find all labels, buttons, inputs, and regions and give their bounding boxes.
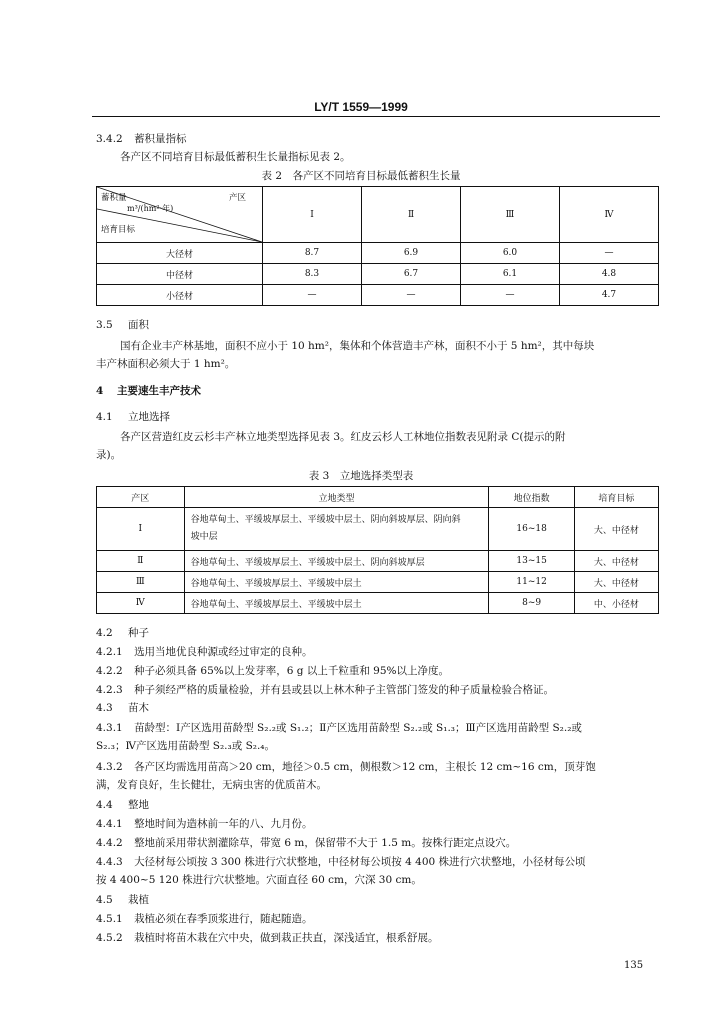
section-title: 栽植 [128,894,150,906]
cell: 6.0 [461,243,560,264]
row-label: 小径材 [97,285,263,306]
section-number: 3.4.2 [96,133,123,145]
cell-site: 谷地草甸土、平缓坡厚层土、平缓坡中层土、阴向斜坡厚层 [184,551,489,572]
clause-text: 整地时间为造林前一年的八、九月份。 [134,818,313,830]
cell: — [560,243,659,264]
section-title: 主要速生丰产技术 [116,385,201,397]
table-3-caption: 表 3 立地选择类型表 [308,470,414,482]
col-header-index: 地位指数 [489,487,574,508]
table-row [97,285,659,306]
section-4-4-heading [96,797,149,812]
section-3-5-heading [96,317,149,332]
cell-site-line: 坡中层 [190,532,218,542]
clause-4-2-3 [96,682,554,697]
section-title: 种子 [128,627,150,639]
cell: — [263,285,362,306]
cell: 8.3 [263,264,362,285]
section-number: 3.5 [96,319,113,331]
clause-4-2-1 [96,644,313,659]
clause-text: 苗龄型：Ⅰ产区选用苗龄型 S₂.₂或 S₁.₂；Ⅱ产区选用苗龄型 S₂.₂或 S₁.₃；Ⅲ产区选用苗龄型 S₂.₂或 [134,722,582,734]
cell-index: 11~12 [489,572,574,593]
paragraph-3-4-2: 各产区不同培育目标最低蓄积生长量指标见表 2。 [120,151,351,163]
clause-text: 大径材每公顷按 3 300 株进行穴状整地，中径材每公顷按 4 400 株进行穴状整地，小径材每公顷 [134,856,586,868]
cell-zone: Ⅲ [97,572,185,593]
table-row [97,572,659,593]
table-row [97,593,659,614]
clause-number: 4.2.1 [96,646,123,658]
col-header-target: 培育目标 [574,487,658,508]
chapter-4-heading [96,383,201,398]
section-3-4-2-heading [96,131,187,146]
col-header-site: 立地类型 [184,487,489,508]
table-3 [96,486,659,614]
clause-number: 4.2.3 [96,684,123,696]
clause-number: 4.4.3 [96,856,123,868]
clause-4-3-2-cont: 满，发育良好，生长健壮，无病虫害的优质苗木。 [96,779,327,791]
col-header: Ⅰ [263,187,362,243]
cell-site: 谷地草甸土、平缓坡厚层土、平缓坡中层土 [184,593,489,614]
col-header: Ⅳ [560,187,659,243]
section-number: 4.3 [96,702,113,714]
page-header: LY/T 1559—1999 [314,100,408,114]
clause-4-4-3 [96,854,586,869]
table-row [97,264,659,285]
clause-4-4-3-cont: 按 4 400~5 120 株进行穴状整地。穴面直径 60 cm，穴深 30 cm。 [96,874,422,886]
row-label: 中径材 [97,264,263,285]
corner-label-target: 培育目标 [101,225,136,235]
section-number: 4.4 [96,799,113,811]
clause-text: 整地前采用带状割灌除草，带宽 6 m，保留带不大于 1.5 m。按株行距定点设穴。 [134,837,517,849]
clause-number: 4.2.2 [96,665,123,677]
section-title: 面积 [128,319,150,331]
paragraph-4-1-line-2: 录)。 [96,449,122,461]
paragraph-3-5-line-2: 丰产林面积必须大于 1 hm²。 [96,358,236,370]
row-label: 大径材 [97,243,263,264]
clause-number: 4.4.1 [96,818,123,830]
cell-site-line: 谷地草甸土、平缓坡厚层土、平缓坡中层土、阴向斜坡厚层、阴向斜 [190,515,461,525]
clause-number: 4.5.2 [96,932,123,944]
table-row [97,551,659,572]
clause-number: 4.5.1 [96,913,123,925]
cell: 4.7 [560,285,659,306]
clause-number: 4.3.2 [96,761,123,773]
table-row [97,508,659,551]
cell: 8.7 [263,243,362,264]
cell-target: 大、中径材 [574,551,658,572]
clause-text: 选用当地优良种源或经过审定的良种。 [134,646,313,658]
cell-index: 13~15 [489,551,574,572]
cell: 6.9 [362,243,461,264]
table-row [97,243,659,264]
cell: — [461,285,560,306]
clause-4-3-1 [96,720,582,735]
section-number: 4.2 [96,627,113,639]
cell-site: 谷地草甸土、平缓坡厚层土、平缓坡中层土 [184,572,489,593]
header-rule [92,116,660,117]
clause-4-3-1-cont: S₂.₃；Ⅳ产区选用苗龄型 S₂.₃或 S₂.₄。 [96,740,276,752]
clause-text: 各产区均需选用苗高＞20 cm，地径＞0.5 cm，侧根数＞12 cm，主根长 12 cm~16 cm，顶芽饱 [134,761,596,773]
section-4-2-heading [96,625,149,640]
section-title: 苗木 [128,702,150,714]
clause-4-5-2 [96,930,439,945]
cell: — [362,285,461,306]
table-2 [96,186,659,306]
clause-number: 4.4.2 [96,837,123,849]
clause-number: 4.3.1 [96,722,123,734]
cell: 6.1 [461,264,560,285]
clause-text: 栽植时将苗木栽在穴中央，做到栽正扶直，深浅适宜，根系舒展。 [134,932,439,944]
col-header: Ⅱ [362,187,461,243]
cell-index: 8~9 [489,593,574,614]
section-4-3-heading [96,700,149,715]
cell: 4.8 [560,264,659,285]
paragraph-4-1-line-1: 各产区营造红皮云杉丰产林立地类型选择见表 3。红皮云杉人工林地位指数表见附录 C(提示的附 [120,431,566,443]
clause-text: 种子必须具备 65%以上发芽率，6 g 以上千粒重和 95%以上净度。 [134,665,449,677]
section-4-1-heading [96,409,170,424]
page-number: 135 [624,960,644,971]
cell-target: 大、中径材 [574,508,658,551]
clause-4-5-1 [96,911,313,926]
cell: 6.7 [362,264,461,285]
cell-zone: Ⅳ [97,593,185,614]
clause-text: 栽植必须在春季顶浆进行，随起随造。 [134,913,313,925]
corner-label-volume: 蓄积量 [101,193,127,203]
table-2-caption: 表 2 各产区不同培育目标最低蓄积生长量 [261,170,461,182]
corner-label-unit: m³/(hm²·年) [127,204,174,213]
clause-4-4-2 [96,835,516,850]
cell-site [184,508,489,551]
clause-4-3-2 [96,759,596,774]
section-title: 整地 [128,799,150,811]
section-4-5-heading [96,892,149,907]
table-2-corner-cell [97,187,263,243]
col-header-zone: 产区 [97,487,185,508]
clause-text: 种子须经严格的质量检验，并有县或县以上林木种子主管部门签发的种子质量检验合格证。 [134,684,555,696]
col-header: Ⅲ [461,187,560,243]
cell-target: 大、中径材 [574,572,658,593]
clause-4-4-1 [96,816,313,831]
section-number: 4.1 [96,411,113,423]
section-number: 4.5 [96,894,113,906]
cell-zone: Ⅰ [97,508,185,551]
section-number: 4 [96,385,104,397]
cell-index: 16~18 [489,508,574,551]
cell-target: 中、小径材 [574,593,658,614]
corner-label-zone: 产区 [229,193,247,203]
clause-4-2-2 [96,663,449,678]
paragraph-3-5-line-1: 国有企业丰产林基地，面积不应小于 10 hm²，集体和个体营造丰产林，面积不小于 5 hm²，其中每块 [120,340,595,352]
cell-zone: Ⅱ [97,551,185,572]
section-title: 蓄积量指标 [134,133,187,145]
section-title: 立地选择 [128,411,171,423]
